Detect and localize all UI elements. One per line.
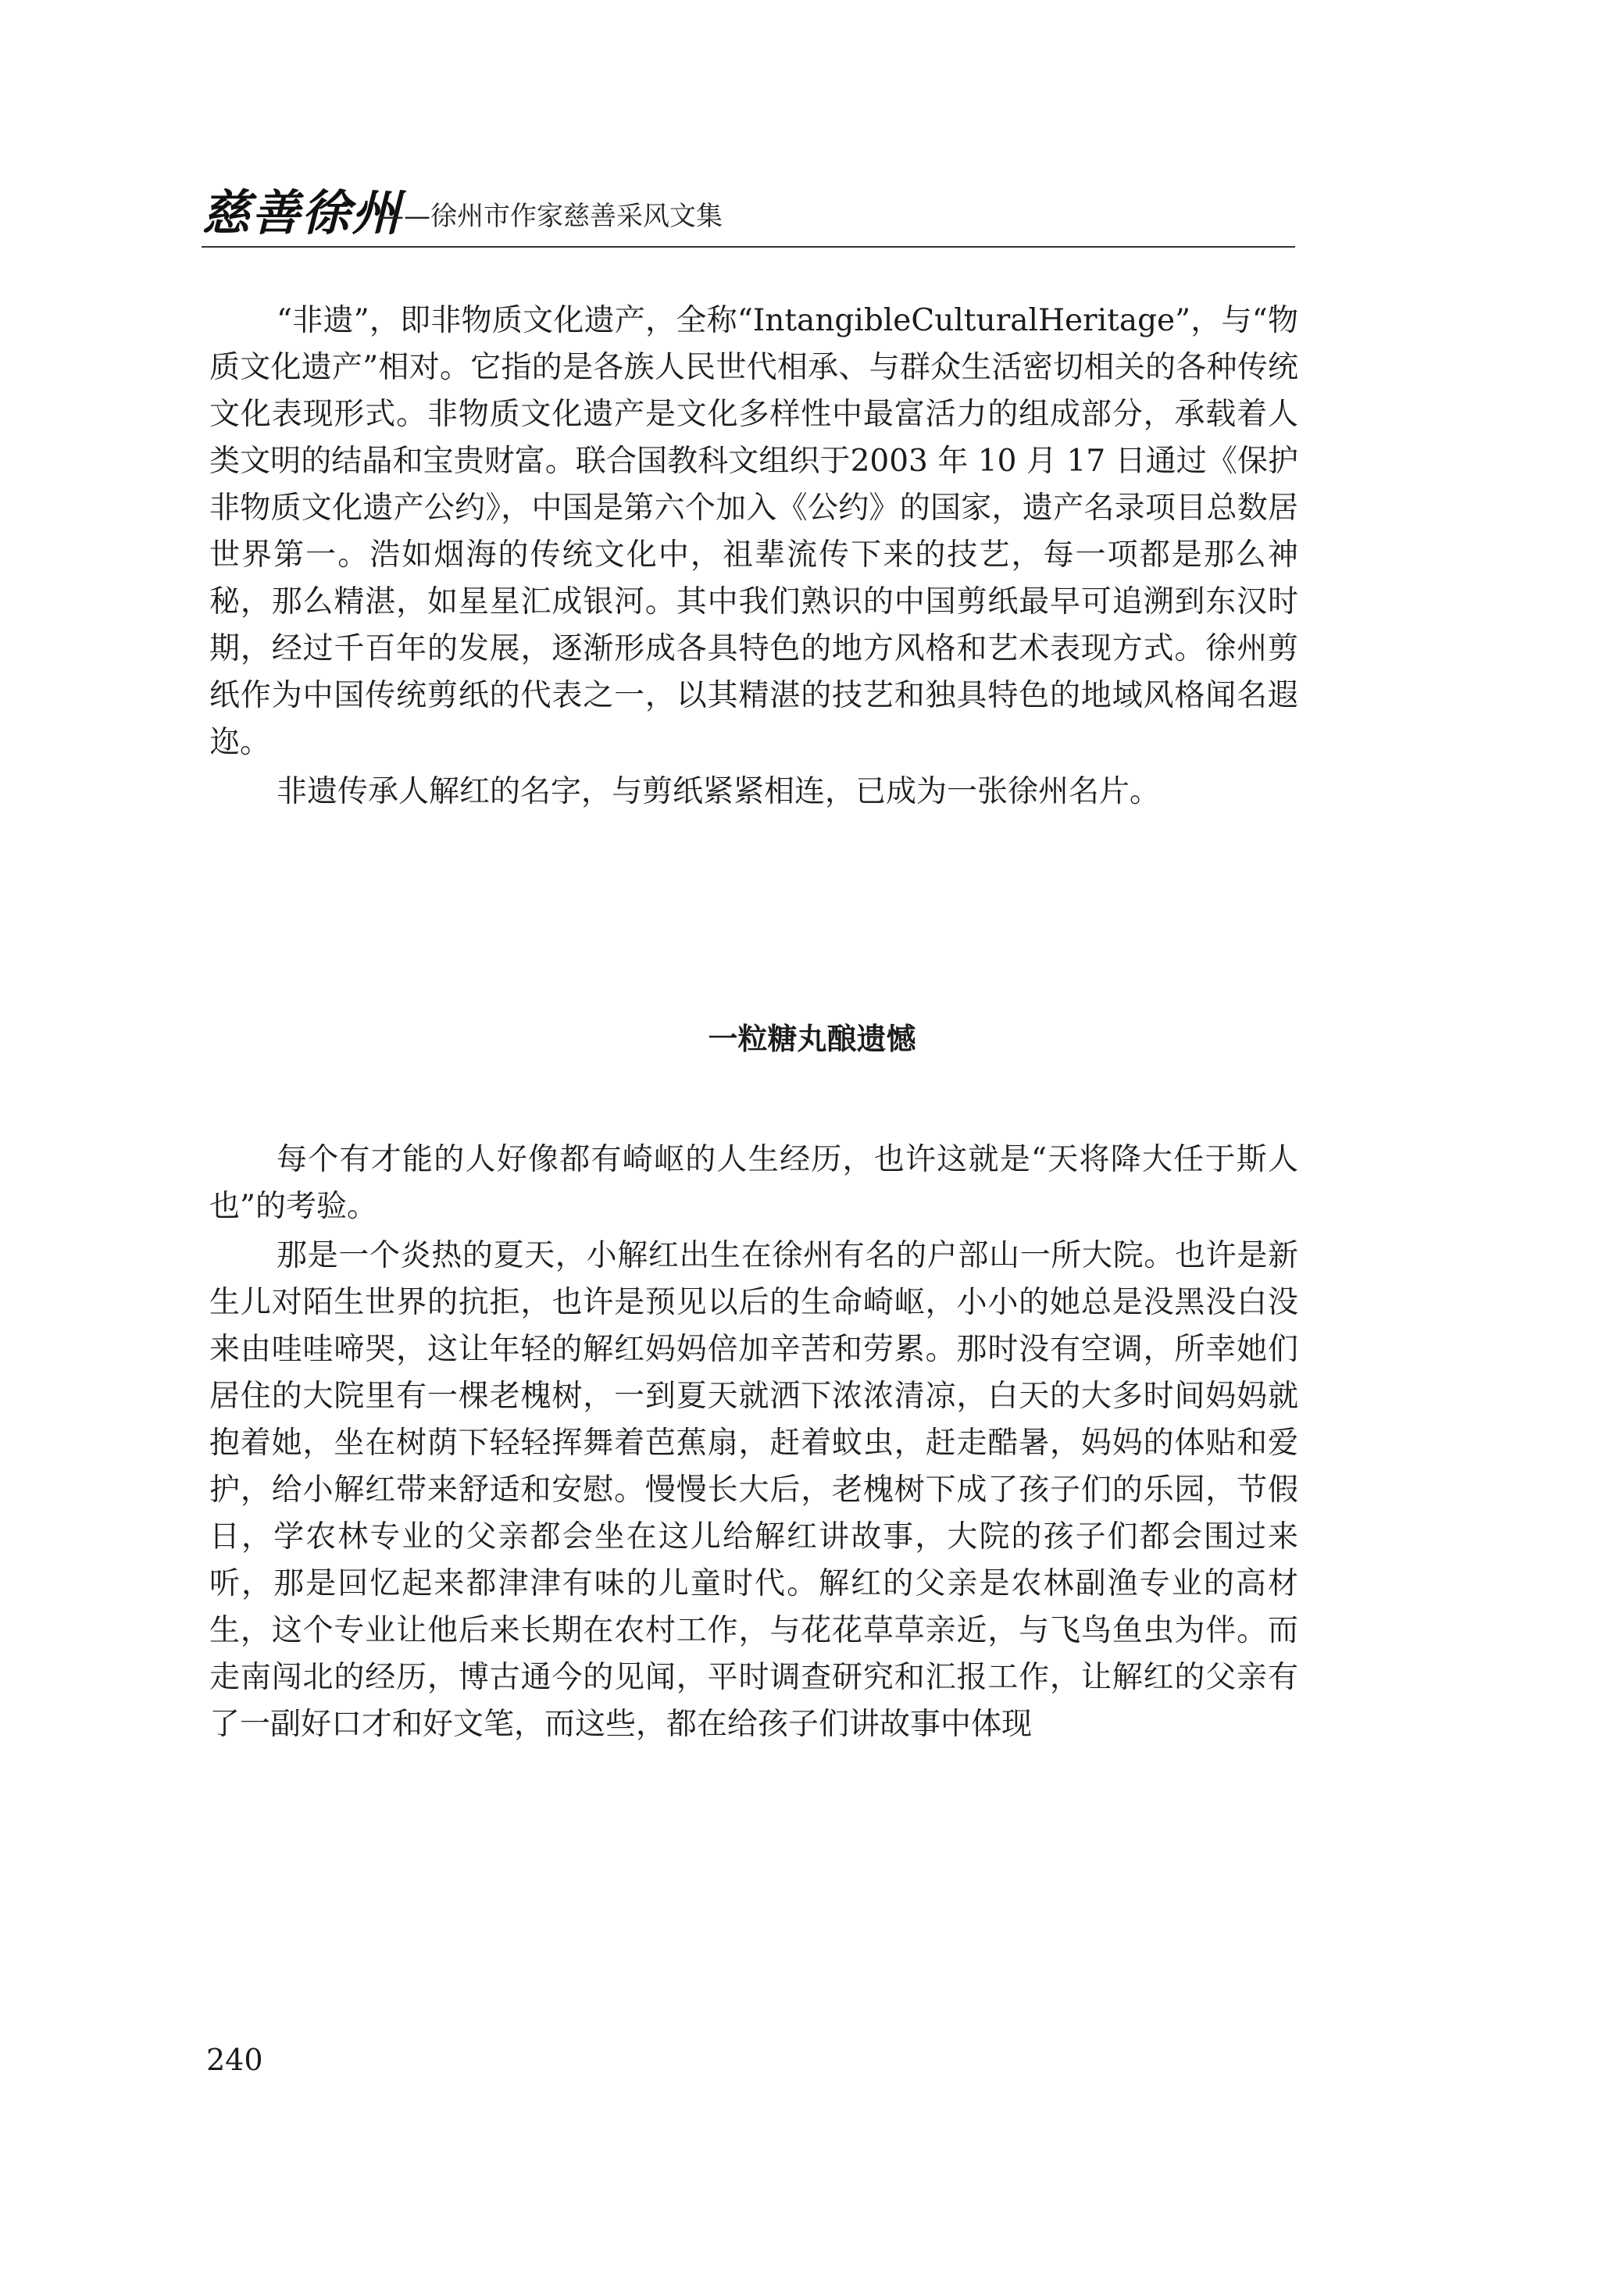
paragraph: 每个有才能的人好像都有崎岖的人生经历，也许这就是“天将降大任于斯人也”的考验。 — [209, 1142, 1298, 1224]
header-divider — [202, 246, 1295, 248]
book-subtitle: ——徐州市作家慈善采风文集 — [377, 201, 723, 232]
body-section — [209, 1137, 1298, 1748]
running-header — [202, 186, 1295, 248]
paragraph: 非遗传承人解红的名字，与剪纸紧紧相连，已成为一张徐州名片。 — [277, 774, 1161, 809]
page-number: 240 — [206, 2043, 263, 2077]
book-logo: 慈善徐州 — [202, 184, 402, 241]
paragraph: 那是一个炎热的夏天，小解红出生在徐州有名的户部山一所大院。也许是新生儿对陌生世界的抗拒，也许是预见以后的生命崎岖，小小的她总是没黑没白没来由哇哇啼哭，这让年轻的解红妈妈倍加辛苦和劳累。那时没有空调，所幸她们居住的大院里有一棵老槐树，一到夏天就洒下浓浓清凉，白天的大多时间妈妈就抱着她，坐在树荫下轻轻挥舞着芭蕉扇，赶着蚊虫，赶走酷暑，妈妈的体贴和爱护，给小解红带来舒适和安慰。慢慢长大后，老槐树下成了孩子们的乐园，节假日，学农林专业的父亲都会坐在这儿给解红讲故事，大院的孩子们都会围过来听，那是回忆起来都津津有味的儿童时代。解红的父亲是农林副渔专业的高材生，这个专业让他后来长期在农村工作，与花花草草亲近，与飞鸟鱼虫为伴。而走南闯北的经历，博古通今的见闻，平时调查研究和汇报工作，让解红的父亲有了一副好口才和好文笔，而这些，都在给孩子们讲故事中体现 — [209, 1238, 1298, 1742]
paragraph: “非遗”，即非物质文化遗产，全称“IntangibleCulturalHeritage”，与“物质文化遗产”相对。它指的是各族人民世代相承、与群众生活密切相关的各种传统文化表现形式。非物质文化遗产是文化多样性中最富活力的组成部分，承载着人类文明的结晶和宝贵财富。联合国教科文组织于2003 年 10 月 17 日通过《保护非物质文化遗产公约》，中国是第六个加入《公约》的国家，遗产名录项目总数居世界第一。浩如烟海的传统文化中，祖辈流传下来的技艺，每一项都是那么神秘，那么精湛，如星星汇成银河。其中我们熟识的中国剪纸最早可追溯到东汉时期，经过千百年的发展，逐渐形成各具特色的地方风格和艺术表现方式。徐州剪纸作为中国传统剪纸的代表之一，以其精湛的技艺和独具特色的地域风格闻名遐迩。 — [209, 303, 1298, 760]
section-heading: 一粒糖丸酿遗憾 — [708, 1022, 916, 1056]
intro-section — [209, 298, 1298, 816]
